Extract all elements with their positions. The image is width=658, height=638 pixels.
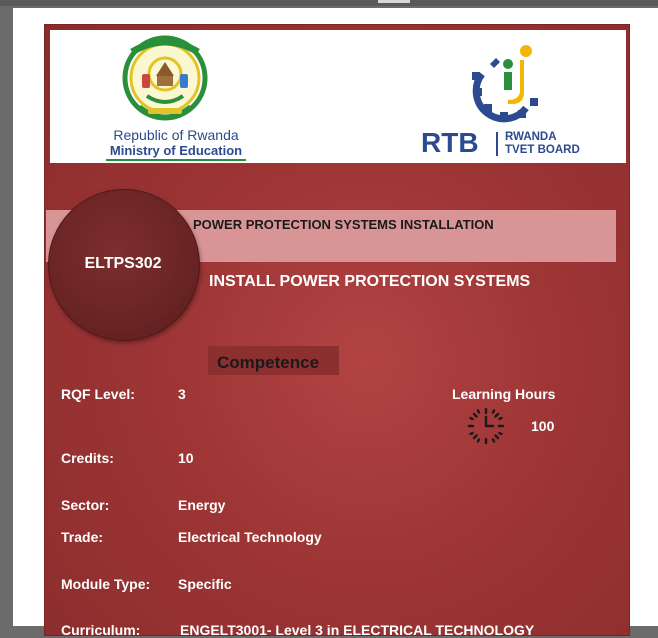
republic-text: Republic of Rwanda [113,127,239,143]
competence-title: INSTALL POWER PROTECTION SYSTEMS [209,273,531,290]
rwanda-seal-icon [112,34,218,126]
rqf-level-value: 3 [178,386,186,402]
module-title: POWER PROTECTION SYSTEMS INSTALLATION [193,217,494,232]
curriculum-label: Curriculum: [61,622,141,638]
ministry-text: Ministry of Education [109,143,243,158]
rtb-sub-line1: RWANDA [505,131,557,143]
rtb-gear-icon [468,42,542,124]
ministry-underline [106,159,246,161]
rtb-subtitle [505,131,580,157]
rtb-wordmark: RTB [421,127,479,158]
competence-label: Competence [217,353,320,372]
rqf-level-label: RQF Level: [61,386,135,402]
trade-label: Trade: [61,529,104,545]
module-code: ELTPS302 [84,255,162,272]
rtb-separator [496,132,498,156]
document-page [13,8,658,638]
credits-label: Credits: [61,450,114,466]
sector-label: Sector: [61,497,110,513]
module-type-value: Specific [178,576,232,592]
cover-panel [44,24,630,636]
viewer-top-strip [0,0,658,6]
curriculum-value: ENGELT3001- Level 3 in ELECTRICAL TECHNOLOGY [180,622,535,638]
credits-value: 10 [178,450,194,466]
scroll-indicator[interactable] [378,0,410,3]
rtb-sub-line2: TVET BOARD [505,144,580,156]
clock-icon [467,407,505,445]
learning-hours-value: 100 [531,418,555,434]
logo-band [50,30,626,163]
sector-value: Energy [178,497,226,513]
trade-value: Electrical Technology [178,529,322,545]
module-type-label: Module Type: [61,576,151,592]
learning-hours-label: Learning Hours [452,386,556,402]
